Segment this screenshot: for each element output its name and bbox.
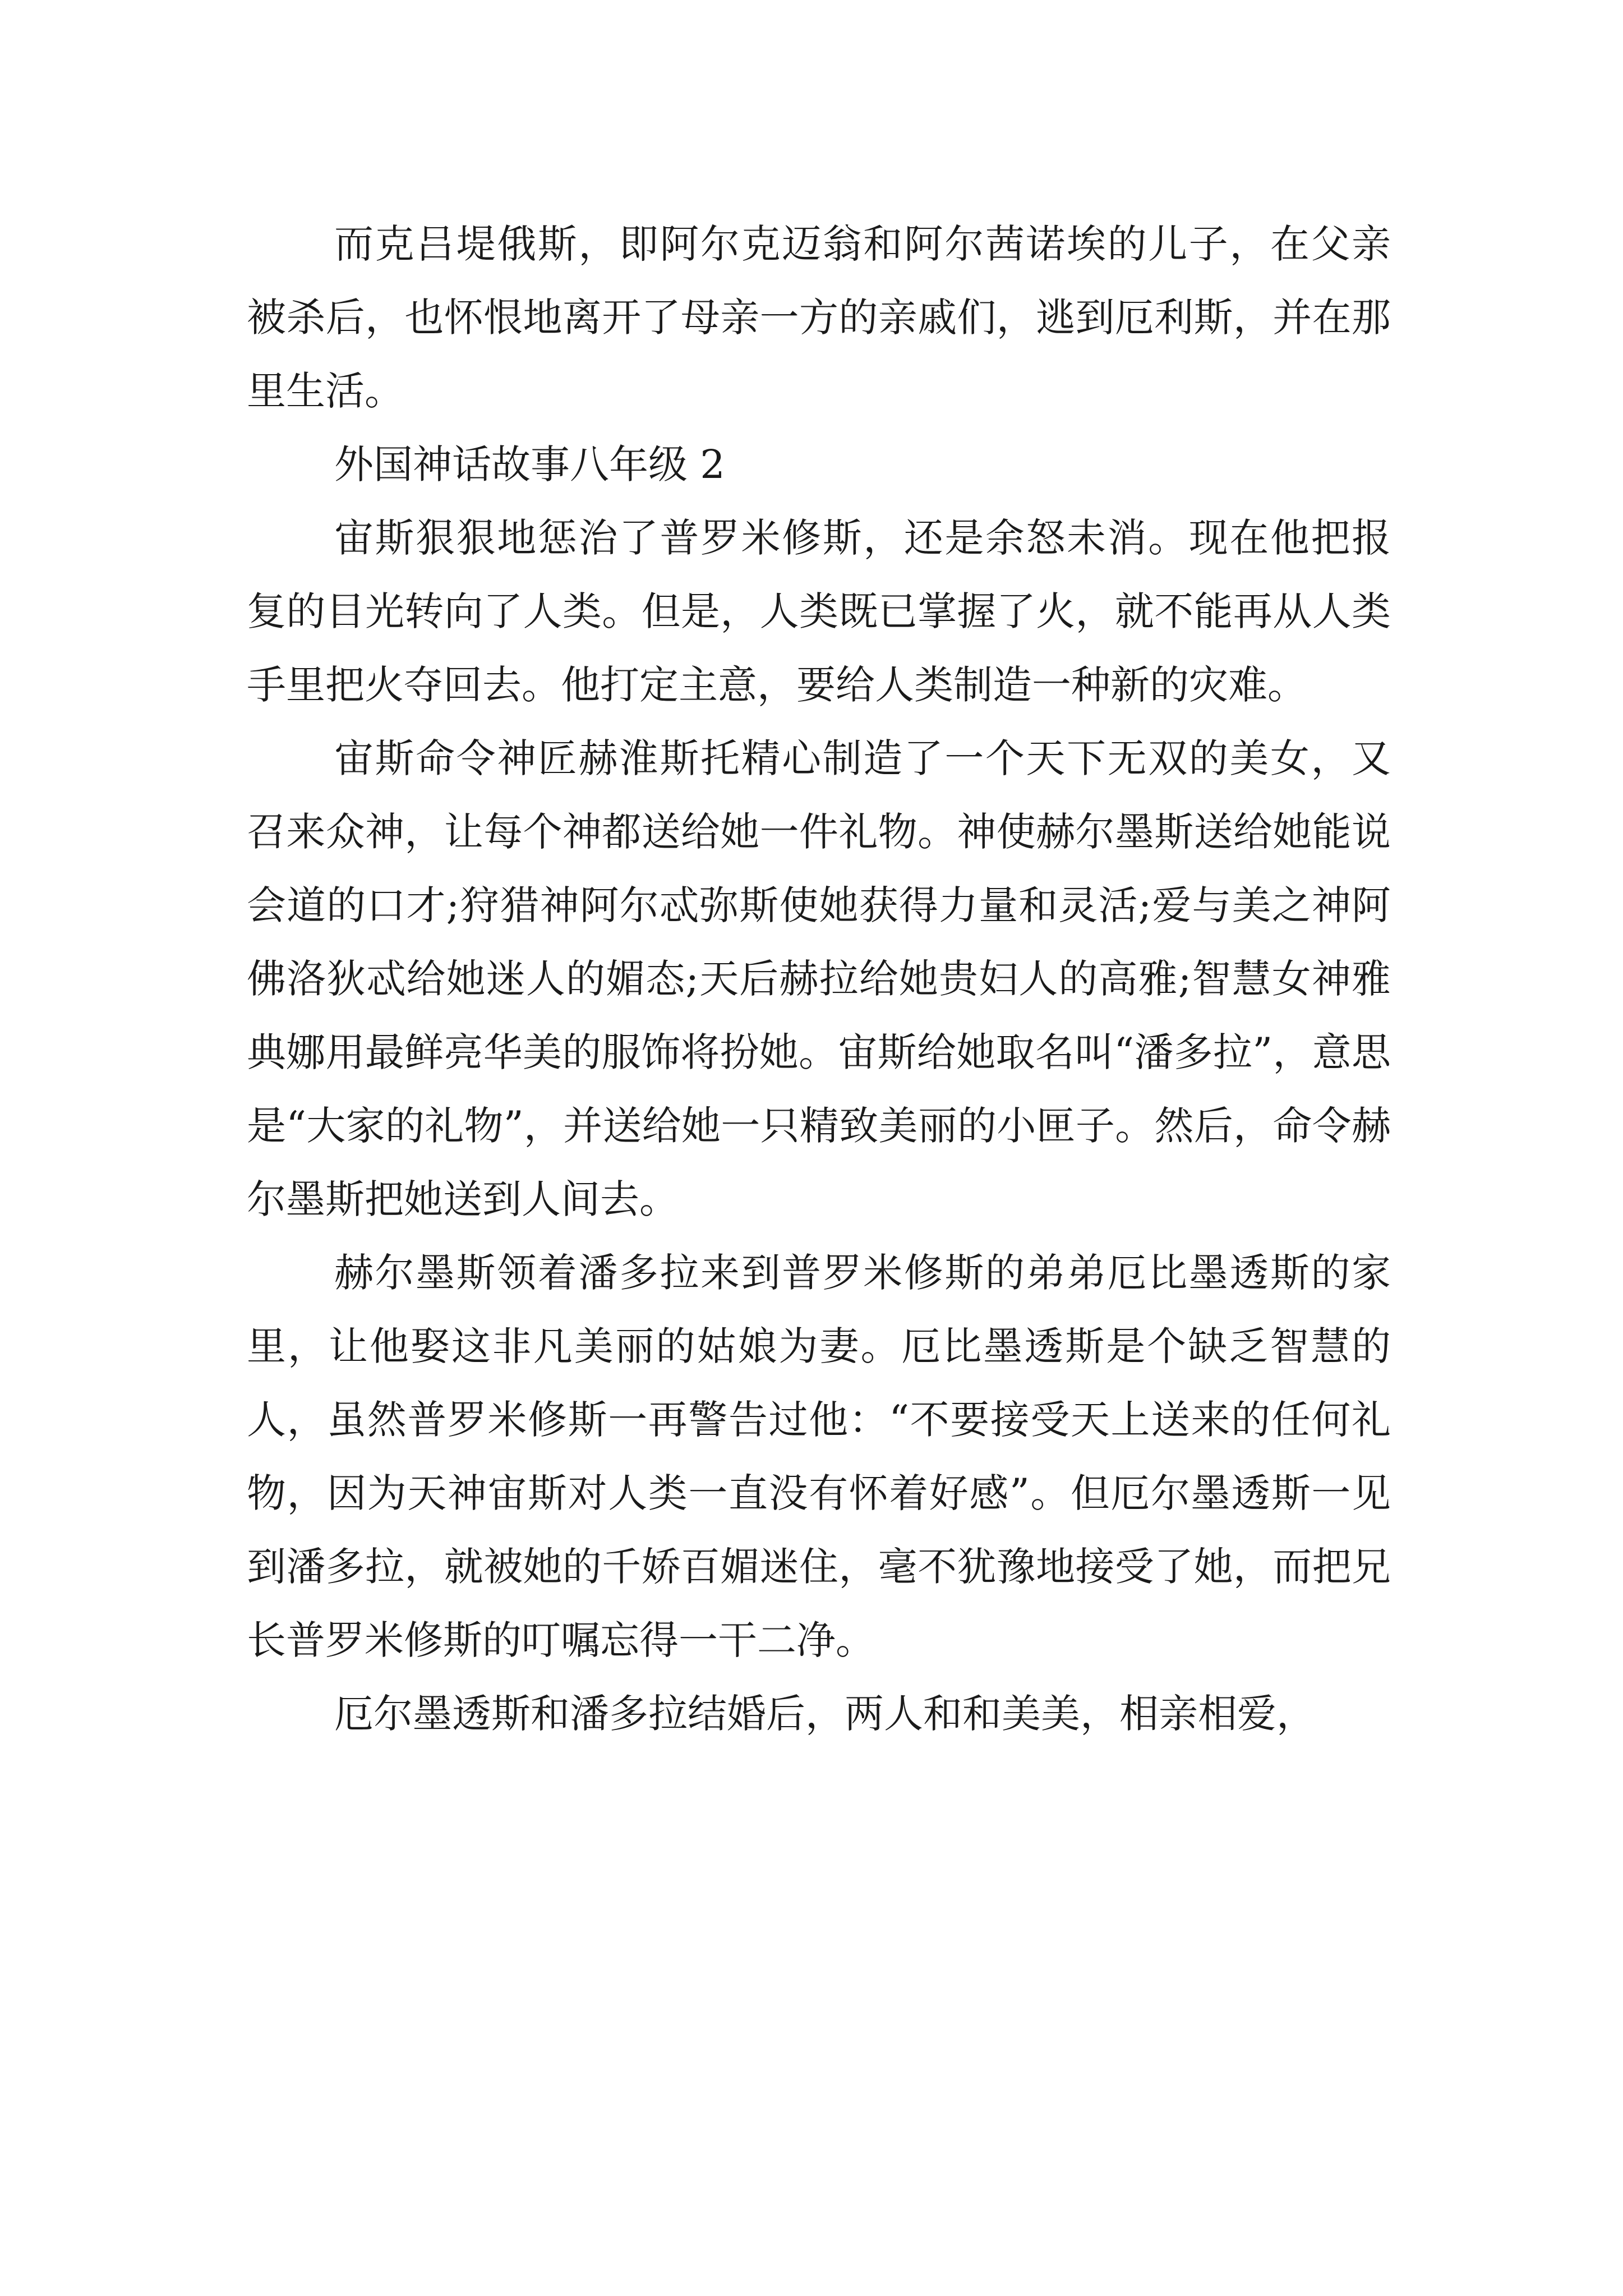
paragraph-3: 宙斯命令神匠赫淮斯托精心制造了一个天下无双的美女，又召来众神，让每个神都送给她一件礼物。神使赫尔墨斯送给她能说会道的口才;狩猎神阿尔忒弥斯使她获得力量和灵活;爱与美之神阿佛洛狄忒给她迷人的媚态;天后赫拉给她贵妇人的高雅;智慧女神雅典娜用最鲜亮华美的服饰将扮她。宙斯给她取名叫“潘多拉”，意思是“大家的礼物”，并送给她一只精致美丽的小匣子。然后，命令赫尔墨斯把她送到人间去。 [247,735,1391,1222]
paragraph-5: 厄尔墨透斯和潘多拉结婚后，两人和和美美，相亲相爱， [334,1691,1316,1737]
section-heading: 外国神话故事八年级 2 [334,441,725,487]
document-body [247,208,1391,1751]
paragraph-4: 赫尔墨斯领着潘多拉来到普罗米修斯的弟弟厄比墨透斯的家里，让他娶这非凡美丽的姑娘为妻。厄比墨透斯是个缺乏智慧的人，虽然普罗米修斯一再警告过他：“不要接受天上送来的任何礼物，因为天神宙斯对人类一直没有怀着好感”。但厄尔墨透斯一见到潘多拉，就被她的千娇百媚迷住，毫不犹豫地接受了她，而把兄长普罗米修斯的叮嘱忘得一干二净。 [247,1250,1391,1663]
paragraph-2: 宙斯狠狠地惩治了普罗米修斯，还是余怒未消。现在他把报复的目光转向了人类。但是，人类既已掌握了火，就不能再从人类手里把火夺回去。他打定主意，要给人类制造一种新的灾难。 [247,515,1391,708]
paragraph-1: 而克吕堤俄斯，即阿尔克迈翁和阿尔茜诺埃的儿子，在父亲被杀后，也怀恨地离开了母亲一方的亲戚们，逃到厄利斯，并在那里生活。 [247,221,1391,414]
